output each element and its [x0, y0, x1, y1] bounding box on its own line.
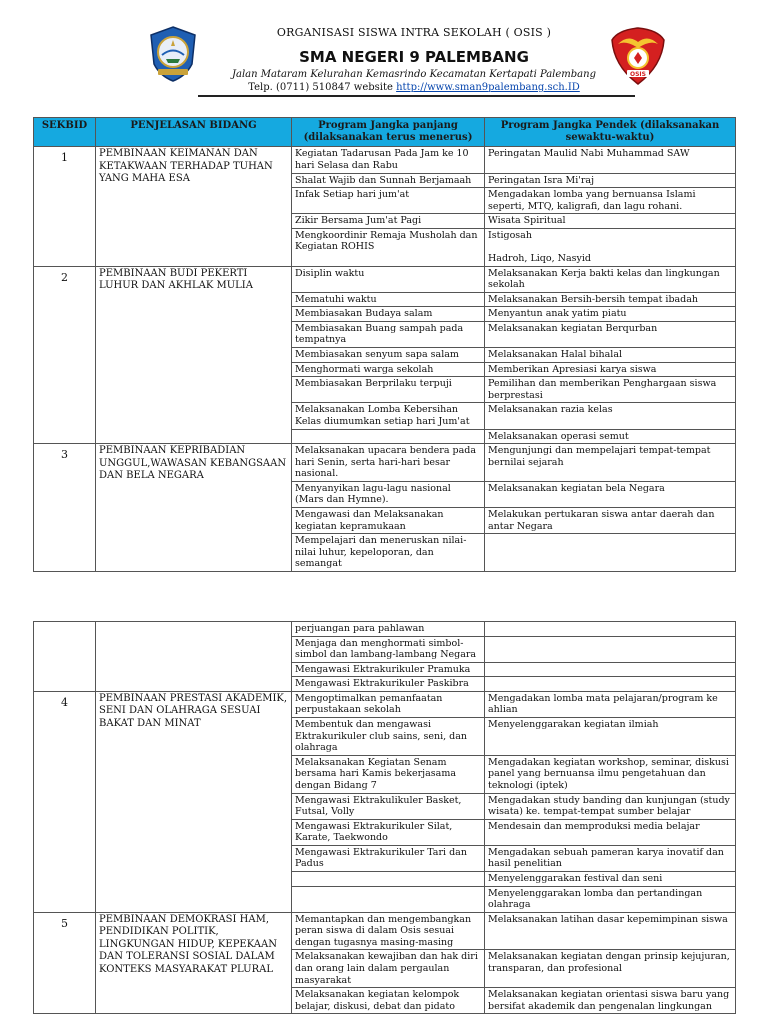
program-table-top: [33, 117, 736, 572]
short-term-program: Istigosah Hadroh, Liqo, Nasyid: [485, 228, 736, 266]
school-address: Jalan Mataram Kelurahan Kemasrindo Kecamatan Kertapati Palembang: [232, 69, 596, 80]
table-row: [34, 266, 736, 292]
long-term-program: Membiasakan Berprilaku terpuji: [292, 377, 485, 403]
school-name: SMA NEGERI 9 PALEMBANG: [299, 48, 529, 66]
short-term-program: Melaksanakan operasi semut: [485, 429, 736, 444]
long-term-program: Kegiatan Tadarusan Pada Jam ke 10 hari Selasa dan Rabu: [292, 147, 485, 173]
school-logo: [148, 26, 198, 86]
short-term-program: Menyantun anak yatim piatu: [485, 307, 736, 322]
long-term-program: Infak Setiap hari jum'at: [292, 188, 485, 214]
short-term-program: Memberikan Apresiasi karya siswa: [485, 362, 736, 377]
bidang-description: PEMBINAAN DEMOKRASI HAM, PENDIDIKAN POLITIK, LINGKUNGAN HIDUP, KEPEKAAN DAN TOLERANSI SOSIAL DALAM KONTEKS MASYARAKAT PLURAL: [96, 912, 292, 1014]
long-term-program: Melaksanakan Kegiatan Senam bersama hari Kamis bekerjasama dengan Bidang 7: [292, 755, 485, 793]
short-term-program: Mengadakan study banding dan kunjungan (study wisata) ke. tempat-tempat sumber belajar: [485, 793, 736, 819]
osis-logo-text: OSIS: [630, 71, 646, 78]
long-term-program: Mengkoordinir Remaja Musholah dan Kegiatan ROHIS: [292, 228, 485, 266]
short-term-program: Menyelenggarakan kegiatan ilmiah: [485, 718, 736, 756]
table-row: [34, 912, 736, 950]
website-link[interactable]: http://www.sman9palembang.sch.ID: [396, 82, 580, 93]
long-term-program: [292, 871, 485, 886]
short-term-program: Mengadakan sebuah pameran karya inovatif dan hasil penelitian: [485, 845, 736, 871]
table-row: [34, 147, 736, 173]
short-term-program: Melaksanakan kegiatan Berqurban: [485, 321, 736, 347]
long-term-program: Memantapkan dan mengembangkan peran siswa di dalam Osis sesuai dengan tugasnya masing-masing: [292, 912, 485, 950]
short-term-program: Melaksanakan Kerja bakti kelas dan lingkungan sekolah: [485, 266, 736, 292]
long-term-program: Mengawasi Ektrakurikuler Pramuka: [292, 662, 485, 677]
long-term-program: Mengawasi Ektrakurikuler Tari dan Padus: [292, 845, 485, 871]
bidang-description: PEMBINAAN BUDI PEKERTI LUHUR DAN AKHLAK MULIA: [96, 266, 292, 444]
short-term-program: Peringatan Isra Mi'raj: [485, 173, 736, 188]
long-term-program: Mengawasi Ektrakurikuler Paskibra: [292, 677, 485, 692]
short-term-program: Melaksanakan Bersih-bersih tempat ibadah: [485, 292, 736, 307]
long-term-program: [292, 886, 485, 912]
table-row: [34, 622, 736, 637]
long-term-program: Mengoptimalkan pemanfaatan perpustakaan sekolah: [292, 691, 485, 717]
header-bidang: PENJELASAN BIDANG: [96, 118, 292, 147]
short-term-program: [485, 636, 736, 662]
sekbid-number: 1: [34, 147, 96, 266]
long-term-program: Menyanyikan lagu-lagu nasional (Mars dan Hymne).: [292, 481, 485, 507]
long-term-program: perjuangan para pahlawan: [292, 622, 485, 637]
long-term-program: Membiasakan Budaya salam: [292, 307, 485, 322]
short-term-program: Melaksanakan latihan dasar kepemimpinan siswa: [485, 912, 736, 950]
short-term-program: [485, 534, 736, 572]
long-term-program: Mengawasi dan Melaksanakan kegiatan kepramukaan: [292, 507, 485, 533]
short-term-program: Peringatan Maulid Nabi Muhammad SAW: [485, 147, 736, 173]
short-term-program: [485, 662, 736, 677]
table-row: [34, 444, 736, 482]
long-term-program: [292, 429, 485, 444]
long-term-program: Menjaga dan menghormati simbol-simbol dan lambang-lambang Negara: [292, 636, 485, 662]
short-term-program: Melakukan pertukaran siswa antar daerah dan antar Negara: [485, 507, 736, 533]
long-term-program: Melaksanakan kewajiban dan hak diri dan orang lain dalam pergaulan masyarakat: [292, 950, 485, 988]
header-jangka-panjang: Program Jangka panjang (dilaksanakan terus menerus): [292, 118, 485, 147]
long-term-program: Membentuk dan mengawasi Ektrakurikuler club sains, seni, dan olahraga: [292, 718, 485, 756]
short-term-program: Mengunjungi dan mempelajari tempat-tempat bernilai sejarah: [485, 444, 736, 482]
long-term-program: Disiplin waktu: [292, 266, 485, 292]
short-term-program: Mengadakan lomba mata pelajaran/program ke ahlian: [485, 691, 736, 717]
sekbid-number: 4: [34, 691, 96, 912]
sekbid-number: 5: [34, 912, 96, 1014]
long-term-program: Melaksanakan kegiatan kelompok belajar, diskusi, debat dan pidato: [292, 988, 485, 1014]
long-term-program: Mengawasi Ektrakulikuler Basket, Futsal, Volly: [292, 793, 485, 819]
sekbid-number: 2: [34, 266, 96, 444]
short-term-program: Melaksanakan razia kelas: [485, 403, 736, 429]
short-term-program: Mengadakan kegiatan workshop, seminar, diskusi panel yang bernuansa ilmu pengetahuan dan teknologi (iptek): [485, 755, 736, 793]
long-term-program: Zikir Bersama Jum'at Pagi: [292, 214, 485, 229]
short-term-program: Melaksanakan kegiatan dengan prinsip kejujuran, transparan, dan profesional: [485, 950, 736, 988]
school-contact: [200, 82, 628, 93]
short-term-program: [485, 622, 736, 637]
sekbid-number: 3: [34, 444, 96, 572]
short-term-program: Melaksanakan kegiatan bela Negara: [485, 481, 736, 507]
short-term-program: Mendesain dan memproduksi media belajar: [485, 819, 736, 845]
short-term-program: Melaksanakan Halal bihalal: [485, 348, 736, 363]
bidang-description: [96, 622, 292, 692]
short-term-program: Melaksanakan kegiatan orientasi siswa baru yang bersifat akademik dan pengenalan lingkungan: [485, 988, 736, 1014]
short-term-program: Menyelenggarakan lomba dan pertandingan olahraga: [485, 886, 736, 912]
bidang-description: PEMBINAAN KEPRIBADIAN UNGGUL,WAWASAN KEBANGSAAN DAN BELA NEGARA: [96, 444, 292, 572]
short-term-program: Mengadakan lomba yang bernuansa Islami seperti, MTQ, kaligrafi, dan lagu rohani.: [485, 188, 736, 214]
org-name: ORGANISASI SISWA INTRA SEKOLAH ( OSIS ): [276, 26, 552, 39]
phone-text: Telp. (0711) 510847 website: [248, 82, 393, 93]
long-term-program: Melaksanakan upacara bendera pada hari Senin, serta hari-hari besar nasional.: [292, 444, 485, 482]
header-sekbid: SEKBID: [34, 118, 96, 147]
table-row: [34, 691, 736, 717]
long-term-program: Membiasakan senyum sapa salam: [292, 348, 485, 363]
program-table-continued: [33, 621, 736, 1014]
long-term-program: Membiasakan Buang sampah pada tempatnya: [292, 321, 485, 347]
sekbid-number: [34, 622, 96, 692]
long-term-program: Mempelajari dan meneruskan nilai-nilai luhur, kepeloporan, dan semangat: [292, 534, 485, 572]
table-header-row: [34, 118, 736, 147]
long-term-program: Mengawasi Ektrakurikuler Silat, Karate, Taekwondo: [292, 819, 485, 845]
short-term-program: Pemilihan dan memberikan Penghargaan siswa berprestasi: [485, 377, 736, 403]
header-jangka-pendek: Program Jangka Pendek (dilaksanakan sewaktu-waktu): [485, 118, 736, 147]
short-term-program: Menyelenggarakan festival dan seni: [485, 871, 736, 886]
long-term-program: Shalat Wajib dan Sunnah Berjamaah: [292, 173, 485, 188]
letterhead: [0, 0, 768, 105]
short-term-program: [485, 677, 736, 692]
osis-logo: [610, 26, 666, 90]
bidang-description: PEMBINAAN PRESTASI AKADEMIK, SENI DAN OLAHRAGA SESUAI BAKAT DAN MINAT: [96, 691, 292, 912]
bidang-description: PEMBINAAN KEIMANAN DAN KETAKWAAN TERHADAP TUHAN YANG MAHA ESA: [96, 147, 292, 266]
long-term-program: Menghormati warga sekolah: [292, 362, 485, 377]
long-term-program: Mematuhi waktu: [292, 292, 485, 307]
header-divider: [198, 95, 635, 97]
long-term-program: Melaksanakan Lomba Kebersihan Kelas diumumkan setiap hari Jum'at: [292, 403, 485, 429]
short-term-program: Wisata Spiritual: [485, 214, 736, 229]
